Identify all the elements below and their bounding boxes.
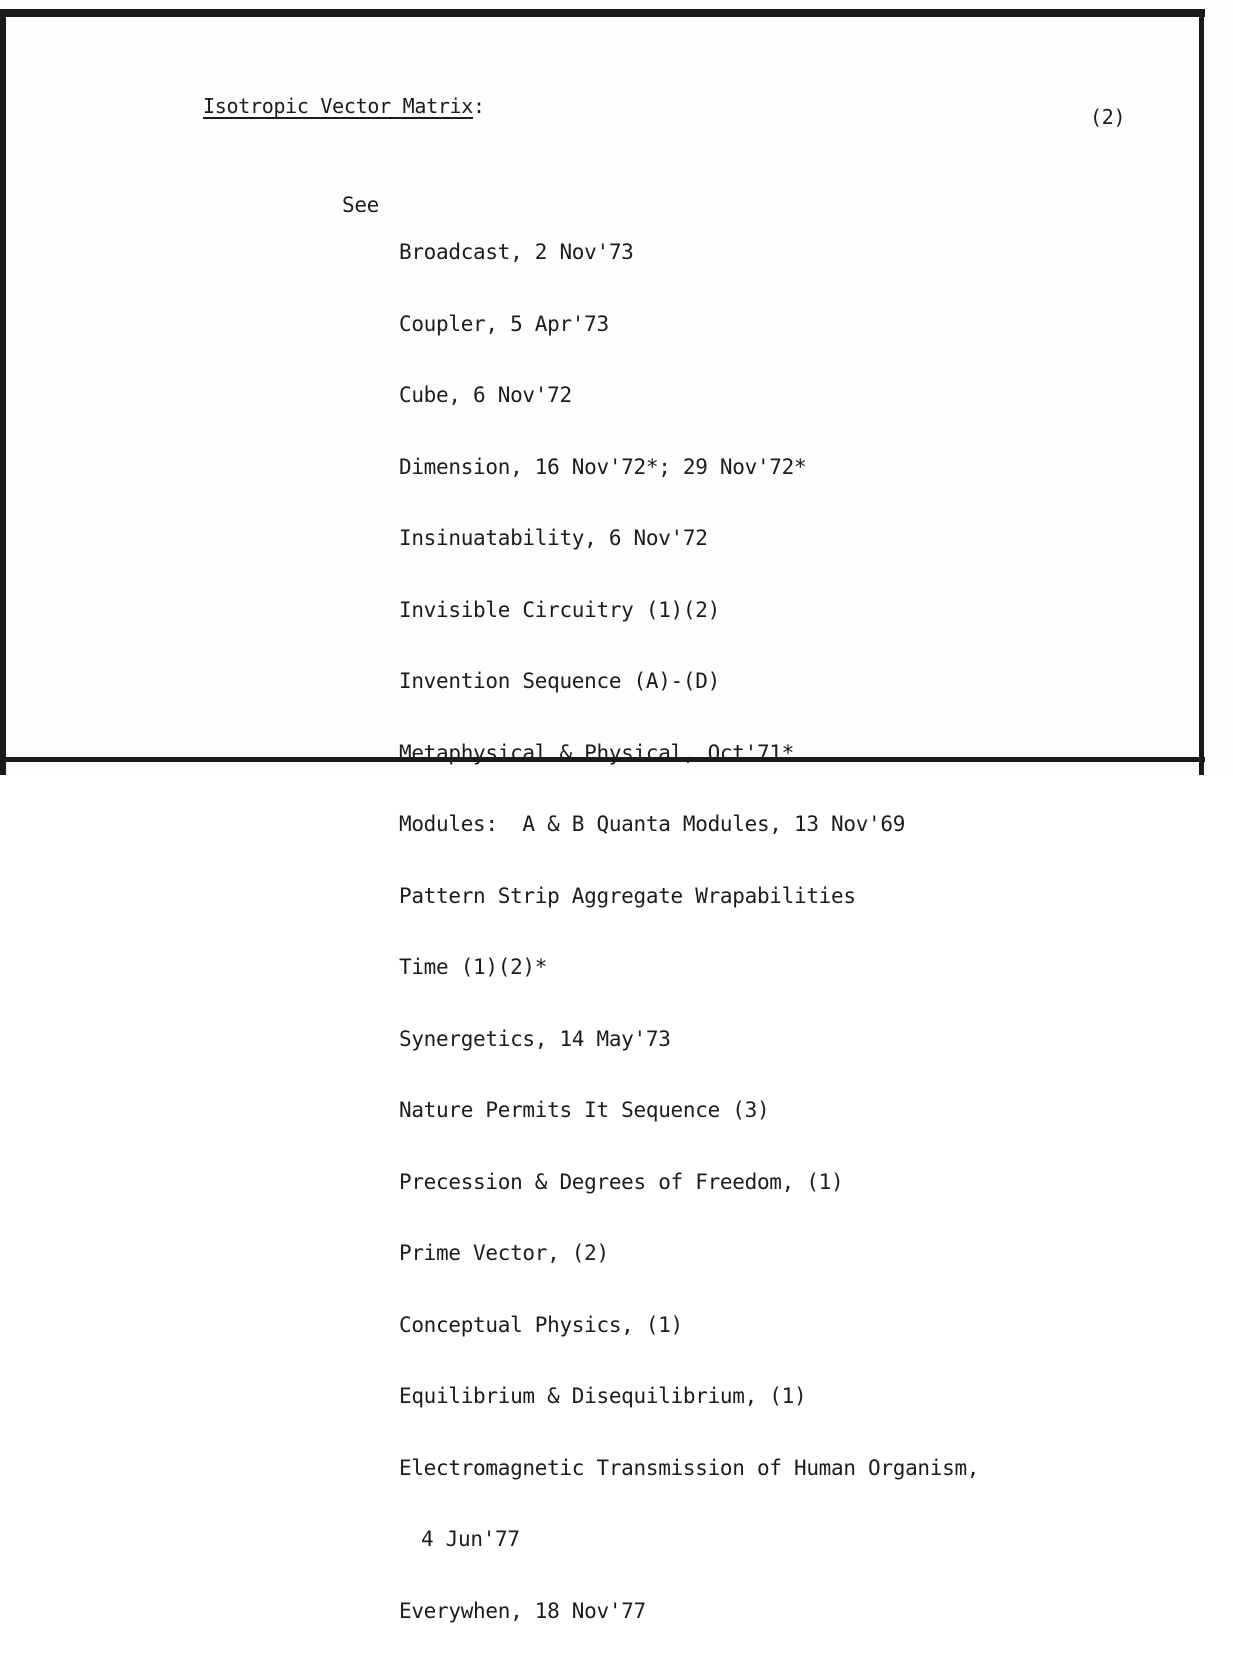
cross-reference-entry: Electromagnetic Transmission of Human Organism, [399,1455,980,1480]
cross-reference-entry: Precession & Degrees of Freedom, (1) [399,1169,844,1194]
cross-reference-entry: Broadcast, 2 Nov'73 [399,240,634,264]
card-heading-colon: : [473,94,485,118]
cross-reference-entry-continuation: 4 Jun'77 [421,1527,520,1551]
card-border-left [0,9,6,775]
cross-reference-entry: Insinuatability, 6 Nov'72 [399,526,708,550]
cross-reference-entry: Pattern Strip Aggregate Wrapabilities [399,883,856,908]
cross-reference-entry: Prime Vector, (2) [399,1241,609,1265]
cross-reference-entry: Coupler, 5 Apr'73 [399,311,609,336]
card-heading [203,94,485,118]
cross-reference-entry: Invention Sequence (A)-(D) [399,669,720,693]
see-label: See [342,193,380,217]
cross-reference-entry: Time (1)(2)* [399,955,548,979]
cross-reference-entry: Cube, 6 Nov'72 [399,383,572,407]
card-page-number: (2) [1090,105,1126,129]
cross-reference-entry: Dimension, 16 Nov'72*; 29 Nov'72* [399,454,807,479]
cross-reference-entry: Equilibrium & Disequilibrium, (1) [399,1384,807,1408]
cross-reference-entry: Modules: A & B Quanta Modules, 13 Nov'69 [399,812,906,836]
cross-reference-entry: Nature Permits It Sequence (3) [399,1098,770,1122]
cross-reference-entry: Metaphysical & Physical, Oct'71* [399,740,794,765]
card-heading-title: Isotropic Vector Matrix [203,94,474,118]
card-border-right [1199,9,1204,775]
cross-reference-entry: Everywhen, 18 Nov'77 [399,1598,646,1623]
cross-reference-entry: Synergetics, 14 May'73 [399,1026,671,1051]
card-border-top [0,9,1205,17]
cross-reference-list [399,193,979,1671]
cross-reference-entry: Conceptual Physics, (1) [399,1312,683,1337]
cross-reference-entry: Invisible Circuitry (1)(2) [399,597,720,622]
